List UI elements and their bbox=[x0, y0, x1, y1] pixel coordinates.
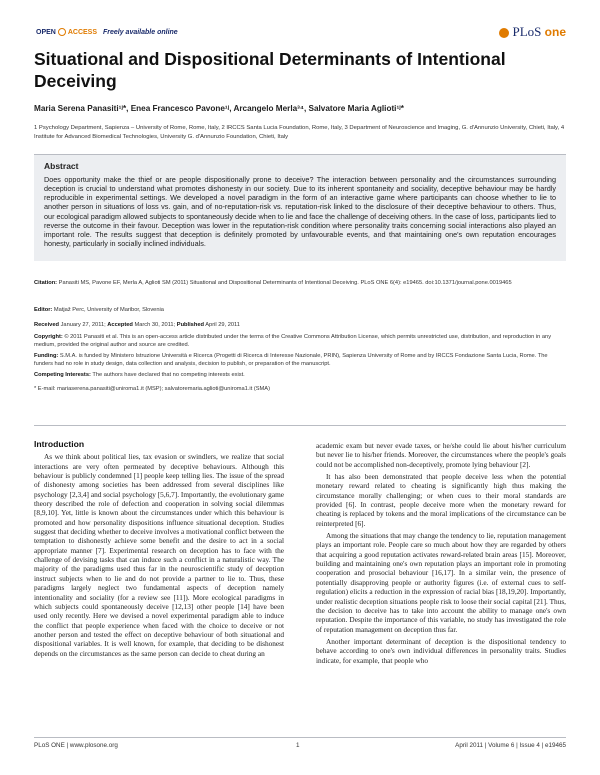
right-column bbox=[316, 441, 566, 668]
received-label: Received bbox=[34, 322, 59, 328]
editor-label: Editor: bbox=[34, 307, 53, 313]
left-column bbox=[34, 440, 284, 661]
competing-text: The authors have declared that no competing interests exist. bbox=[92, 372, 245, 378]
logo-text: PLoS bbox=[512, 24, 542, 39]
footer-page-number: 1 bbox=[296, 742, 300, 749]
introduction-heading: Introduction bbox=[34, 439, 85, 449]
funding-label: Funding: bbox=[34, 353, 59, 359]
footer-issue: April 2011 | Volume 6 | Issue 4 | e19465 bbox=[455, 742, 566, 749]
editor bbox=[34, 306, 564, 314]
intro-paragraph-1: As we think about political lies, tax evasion or swindlers, we realize that social interactions are very often permeated by deceptive behaviours. Although this behaviour is publicly condemned [1] people keep telling lies. The issue of the spread of dishonesty among societies has been addressed from several disciplines like psychology [2,3,4] and social psychology [5,6,7]. Importantly, the evolutionary game theory described the role of defection and cooperation in solving social dilemmas [8,9,10]. Yet, little is known about the circumstances under which this behaviour is promoted and how personality dispositions influence situational deception. Studies suggest that deciding whether to deceive involves a motivational conflict between the temptation to dishonestly achieve some benefit and the desire to act in a social appropriate manner [7]. Experimental research on deception has to face with the challenge of devising tasks that can induce such a conflict in a naturalistic way. The majority of the paradigms used thus far in the neuroscientific study of deception instruct subjects when to lie and do not provide a partner to lie to. Thus, these paradigms largely neglect two fundamental aspects of deception namely intentionality and sociality (for a review see [11]). More ecological paradigms in which subjects could spontaneously deceive [12,13] other people [14] have been used only recently. Here we devised a novel experimental paradigm able to induce the conflict that people experience when faced with the choice to deceive or not another person and tested the effect on deceptive behaviour of both situational and dispositional variables. It is well known, for example, that deciding to be dishonest depends on the circumstances as the same person can decide to cheat during an bbox=[34, 452, 284, 658]
access-label: ACCESS bbox=[67, 28, 98, 36]
open-access-lock-icon bbox=[58, 28, 66, 36]
received-date: January 27, 2011; bbox=[60, 322, 106, 328]
email-line: * E-mail: mariaserena.panasiti@uniroma1.it (MSP); salvatoremaria.aglioti@uniroma1.it (SMA) bbox=[34, 386, 270, 392]
copyright-label: Copyright: bbox=[34, 334, 63, 340]
competing-interests bbox=[34, 371, 564, 379]
logo-text-bold: one bbox=[544, 25, 566, 39]
funding-text: S.M.A. is funded by Ministero Istruzione Università e Ricerca (Progetti di Ricerca di Interesse Nazionale, PRIN), Sapienza University of Rome and by IRCCS Fondazione Santa Lucia, Rome. The funders had no role in study design, data collection and analysis, decision to publish, or preparation of the manuscript. bbox=[34, 353, 548, 367]
journal-logo bbox=[499, 24, 567, 40]
freely-available-label: Freely available online bbox=[102, 28, 178, 36]
affiliations: 1 Psychology Department, Sapienza – University of Rome, Rome, Italy, 2 IRCCS Santa Lucia Foundation, Rome, Italy, 3 Department of Neuroscience and Imaging, G. d'Annunzio University, Chieti, Italy, 4 Institute for Advanced Biomedical Technologies, University G. d'Annunzio Foundation, Chieti, Italy bbox=[34, 125, 565, 140]
published-label: Published bbox=[176, 322, 204, 328]
page-footer bbox=[34, 737, 566, 752]
funding bbox=[34, 352, 564, 368]
copyright-text: © 2011 Panasiti et al. This is an open-access article distributed under the terms of the Creative Commons Attribution License, which permits unrestricted use, distribution, and reproduction in any medium, provided the original author and source are credited. bbox=[34, 334, 552, 348]
right-paragraph-4: Another important determinant of deception is the dispositional tendency to behave according to one's own individual differences in personality traits. Studies indicate, for example, that people who bbox=[316, 636, 566, 665]
copyright bbox=[34, 333, 564, 349]
article-title: Situational and Dispositional Determinants of Intentional Deceiving bbox=[34, 49, 506, 91]
section-divider bbox=[34, 425, 566, 426]
right-paragraph-1: academic exam but never evade taxes, or he/she could lie about his/her curriculum but never lie to his/her friends. Moreover, the circumstances where the people's goals could not be accomplished non-deceptively, promote lying behaviour [2]. bbox=[316, 441, 566, 469]
plos-logo-icon bbox=[499, 28, 509, 38]
abstract-text: Does opportunity make the thief or are people dispositionally prone to deceive? The interaction between personality and the circumstances surrounding deception is crucial to understand what promotes dishonesty in our society. Due to its inherent spontaneity and sociality, deceptive behaviour may be hardly reproducible in experimental settings. We developed a novel paradigm in the form of an interactive game where participants can choose whether to lie to another person in situations of loss vs. gain, and of no-reputation-risk vs. reputation-risk linked to the disclosure of their deceptive behaviour to others. Thus, our ecological paradigm allowed subjects to spontaneously decide when to lie and face the challenge of deceiving others. In the case of loss, participants lied to reverse the outcome in their favour. Deception was lower in the reputation-risk condition where personality traits concerning social interactions also played an important role. The results suggest that deception is definitely promoted by unfavourable events, and that maintaining one's own reputation encourages honesty, particularly in socially inclined individuals. bbox=[44, 175, 556, 249]
accepted-label: Accepted bbox=[107, 322, 133, 328]
editor-text: Matjaž Perc, University of Maribor, Slovenia bbox=[53, 307, 164, 313]
published-date: April 29, 2011 bbox=[205, 322, 240, 328]
right-paragraph-2: It has also been demonstrated that people deceive less when the potential monetary reward related to cheating is significantly high thus making the circumstance morally challenging; or when cues to their moral standards are provided [6]. In contrast, people deceive more when the monetary reward for cheating is replaced by tokens and the moral implications of the circumstance can be reinterpreted [6]. bbox=[316, 472, 566, 528]
right-paragraph-3: Among the situations that may change the tendency to lie, reputation management plays an important role. People care so much about how they are regarded by others that acquiring a good reputation activates reward-related brain areas [15]. Moreover, building and maintaining one's own reputation plays an important role in promoting cooperation and prosocial behaviour [16,17]. In a similar vein, the presence of potentially disapproving people or authority figures (i.e. of external cues to self-regulation) elicits a reduction in the expression of racial bias [18,19,20]. Importantly, under realistic deception situations people risk to loose their social capital [21]. Thus, the decision to deceive has to take into account the ability to manage one's own reputation. Despite the importance of this variable, no study has investigated the role of reputation management on deception thus far. bbox=[316, 531, 566, 634]
citation bbox=[34, 279, 564, 287]
citation-text: Panasiti MS, Pavone EF, Merla A, Aglioti SM (2011) Situational and Dispositional Determinants of Intentional Deceiving. PLoS ONE 6(4): e19465. doi:10.1371/journal.pone.0019465 bbox=[58, 280, 512, 286]
abstract-heading: Abstract bbox=[44, 161, 79, 171]
open-access-banner bbox=[36, 28, 178, 36]
open-label: OPEN bbox=[36, 28, 56, 36]
abstract-box bbox=[34, 154, 566, 261]
author-list: Maria Serena Panasiti¹ʲ*, Enea Francesco Pavone¹ʲ, Arcangelo Merla³⁴, Salvatore Maria Aglioti¹ʲ* bbox=[34, 104, 404, 113]
competing-label: Competing Interests: bbox=[34, 372, 91, 378]
accepted-date: March 30, 2011; bbox=[134, 322, 176, 328]
dates bbox=[34, 321, 564, 329]
footer-journal: PLoS ONE | www.plosone.org bbox=[34, 742, 118, 749]
citation-label: Citation: bbox=[34, 280, 58, 286]
